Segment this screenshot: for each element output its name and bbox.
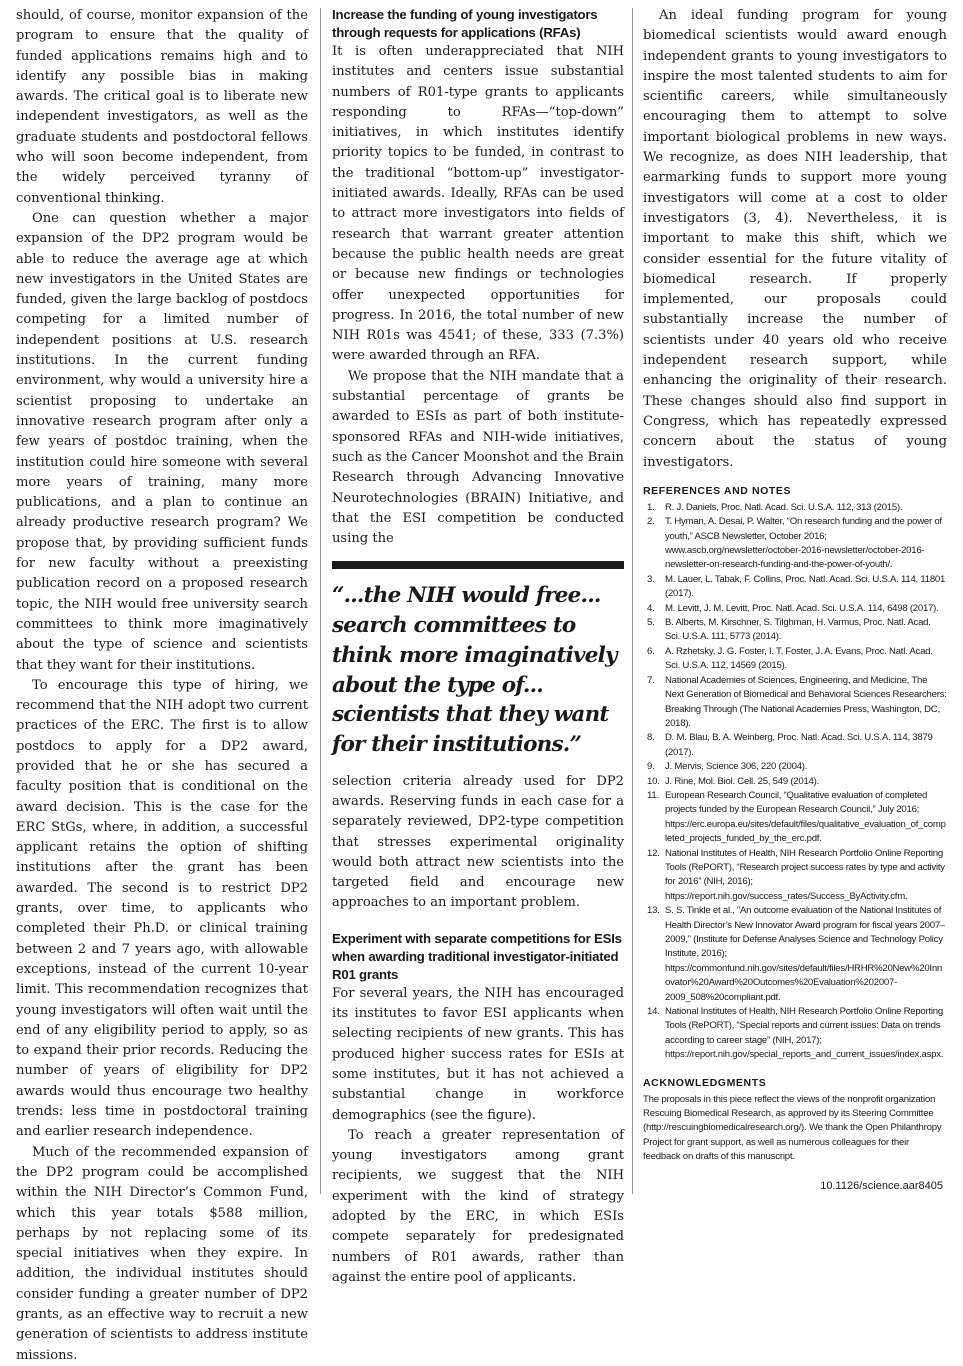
body-paragraph: An ideal funding program for young biomedical scientists would award enough independent grants to young investigators to inspire the most talented students to aim for scientific careers, while simultaneously encouraging them to attempt to solve important biological problems in new ways. We recognize, as does NIH leadership, that earmarking funds to support more young investigators will come at a cost to older investigators (3, 4). Nevertheless, it is important to make this shift, which we consider essential for the future vitality of biomedical research. If properly implemented, our proposals could substantially increase the number of scientists under 40 years old who receive independent research support, while enhancing the originality of their research. These changes should also find support in Congress, which has repeatedly expressed concern about the status of young investigators. [643,8,947,470]
reference-text: M. Levitt, J. M. Levitt, Proc. Natl. Acad. Sci. U.S.A. 114, 6498 (2017). [665,602,939,614]
reference-number: 10. [647,775,660,787]
column-1 [16,6,308,1366]
reference-number: 14. [647,1006,660,1018]
pull-quote-box [332,561,624,759]
body-paragraph: We propose that the NIH mandate that a substantial percentage of grants be awarded to ESIs as part of both institute-sponsored RFAs and NIH-wide initiatives, such as the Cancer Moonshot and the Brain Research through Advancing Innovative Neurotechnologies (BRAIN) Initiative, and that the ESI competition be conducted using the [332,368,624,547]
body-paragraph: It is often underappreciated that NIH institutes and centers issue substantial numbers of R01-type grants to applicants responding to RFAs—“top-down” initiatives, in which institutes identify priority topics to be funded, in contrast to the traditional “bottom-up” investigator-initiated awards. Ideally, RFAs can be used to attract more investigators into fields of research that warrant greater attention because the public health needs are great or because new findings or technologies offer unexpected opportunities for progress. In 2016, the total number of new NIH R01s was 4541; of these, 333 (7.3%) were awarded through an RFA. [332,44,624,364]
doi-label: 10.1126/science.aar8405 [820,1180,943,1192]
reference-number: 7. [647,674,655,686]
reference-item [643,515,947,573]
reference-number: 11. [647,789,659,801]
reference-text: D. M. Blau, B. A. Weinberg, Proc. Natl. Acad. Sci. U.S.A. 114, 3879 (2017). [665,732,933,758]
column-rule-left [320,8,321,1194]
reference-text: European Research Council, “Qualitative evaluation of completed projects funded by the European Research Council,” July 2016; https://erc.europa.eu/sites/default/files/qualitative_evaluation_of_completed_projects_funded_by_the_erc.pdf. [665,789,946,845]
reference-item [643,904,947,1005]
body-paragraph: To reach a greater representation of young investigators among grant recipients, we suggest that the NIH experiment with the kind of strategy adopted by the ERC, in which ESIs compete separately for predesignated numbers of R01 awards, rather than against the entire pool of applicants. [332,1127,624,1285]
section-heading-rfa: Increase the funding of young investigators through requests for applications (RFAs) [332,7,598,40]
reference-item [643,573,947,602]
reference-number: 3. [647,573,655,585]
column-3 [643,6,947,1165]
pull-quote-bar [332,561,624,569]
reference-item [643,789,947,847]
reference-text: R. J. Daniels, Proc. Natl. Acad. Sci. U.S.A. 112, 313 (2015). [665,501,903,513]
acknowledgments-text: The proposals in this piece reflect the views of the nonprofit organization Rescuing Biomedical Research, as approved by its Steering Committee (http://rescuingbiomedicalresearch.org/). We thank the Open Philanthropy Project for grant support, as well as numerous colleagues for their feedback on drafts of this manuscript. [643,1093,942,1163]
reference-item [643,775,947,789]
reference-text: J. Mervis, Science 306, 220 (2004). [665,761,808,773]
column-2 [332,6,624,1288]
references-list [643,501,947,1063]
reference-number: 9. [647,761,655,773]
references-heading: REFERENCES AND NOTES [643,484,792,497]
reference-number: 5. [647,617,655,629]
reference-text: J. Rine, Mol. Biol. Cell. 25, 549 (2014). [665,775,819,787]
body-paragraph: For several years, the NIH has encouraged its institutes to favor ESI applicants when selecting recipients of new grants. This has produced higher success rates for ESIs at some institutes, but it has not achieved a substantial change in workforce demographics (see the figure). [332,985,624,1123]
reference-item [643,674,947,732]
reference-text: T. Hyman, A. Desai, P. Walter, “On research funding and the power of youth,” ASCB Newsletter, October 2016; www.ascb.org/newsletter/october-2016-newsletter/october-2016-newsletter-on-research-funding-and-the-power-of-youth/. [665,516,942,571]
reference-number: 1. [647,501,655,513]
body-paragraph: Much of the recommended expansion of the DP2 program could be accomplished within the NIH Director’s Common Fund, which this year totals $588 million, perhaps by not replacing some of its special initiatives when they expire. In addition, the individual institutes should consider funding a greater number of DP2 grants, as an effective way to recruit a new generation of scientists to address institute missions. [16,1144,308,1363]
reference-text: A. Rzhetsky, J. G. Foster, I. T. Foster, J. A. Evans, Proc. Natl. Acad. Sci. U.S.A. 112, 14569 (2015). [665,645,933,672]
acknowledgments-heading: ACKNOWLEDGMENTS [643,1076,767,1089]
reference-item [643,1005,947,1063]
reference-item [643,645,947,674]
section-heading-esi: Experiment with separate competitions for ESIs when awarding traditional investigator-initiated R01 grants [332,930,622,982]
reference-item [643,731,947,760]
pull-quote: “...the NIH would free... search committees to think more imaginatively about the type of... scientists that they want for their institutions.” [332,583,617,757]
reference-item [643,847,947,905]
reference-text: National Institutes of Health, NIH Research Portfolio Online Reporting Tools (RePORT), “Research project success rates by type and activity for 2016” (NIH, 2016); https://report.nih.gov/success_rates/Success_ByActivity.cfm. [665,847,945,902]
reference-number: 2. [647,516,655,528]
reference-text: National Academies of Sciences, Engineering, and Medicine, The Next Generation of Biomedical and Behavioral Sciences Researchers: Breaking Through (The National Academies Press, Washington, DC, 2018). [665,674,947,729]
reference-item [643,616,947,645]
body-paragraph: selection criteria already used for DP2 awards. Reserving funds in each case for a separately reviewed, DP2-type competition that stresses experimental originality would both attract new scientists into the targeted field and encourage new approaches to an important problem. [332,773,624,911]
reference-number: 4. [647,602,655,614]
reference-text: M. Lauer, L. Tabak, F. Collins, Proc. Natl. Acad. Sci. U.S.A. 114, 11801 (2017). [665,573,946,600]
reference-number: 13. [647,905,660,917]
body-paragraph: should, of course, monitor expansion of the program to ensure that the quality of funded applications remains high and to identify any possible bias in making awards. The critical goal is to liberate new independent investigators, as well as the graduate students and postdoctoral fellows who will soon become independent, from the widely perceived tyranny of conventional thinking. [16,8,308,206]
reference-text: B. Alberts, M. Kirschner, S. Tilghman, H. Varmus, Proc. Natl. Acad. Sci. U.S.A. 111, 5773 (2014). [665,617,931,643]
reference-number: 6. [647,645,655,657]
reference-item [643,760,947,774]
reference-item [643,602,947,616]
reference-text: National Institutes of Health, NIH Research Portfolio Online Reporting Tools (RePORT), “Special reports and current issues: Data on trends according to career stage” (NIH, 2017); https://report.nih.gov/special_reports_and_current_issues/index.aspx. [665,1006,944,1061]
reference-number: 8. [647,732,655,744]
reference-item [643,501,947,515]
column-rule-right [632,8,633,1194]
reference-text: S. S. Tinkle et al., “An outcome evaluation of the National Institutes of Health Director’s New Innovator Award program for fiscal years 2007–2009,” (Institute for Defense Analyses Science and Technology Policy Institute, 2016); https://commonfund.nih.gov/sites/default/files/HRHR%20New%20Innovator%20Award%20Outcomes%20Evaluation%202007-2009_508%20compliant.pdf. [665,905,946,1003]
reference-number: 12. [647,847,660,859]
body-paragraph: One can question whether a major expansion of the DP2 program would be able to reduce the average age at which new investigators in the United States are funded, given the large backlog of postdocs competing for a limited number of independent positions at U.S. research institutions. In the current funding environment, why would a university hire a scientist proposing to undertake an innovative research program after only a few years of postdoc training, when the institution could hire someone with several more years of training, many more publications, and a plan to continue an already productive research program? We propose that, by providing sufficient funds for new faculty without a preexisting publication record on a proposed research topic, the NIH would free university search committees to think more imaginatively about the type of science and scientists that they want for their institutions. [16,210,308,673]
body-paragraph: To encourage this type of hiring, we recommend that the NIH adopt two current practices of the ERC. The first is to allow postdocs to apply for a DP2 award, provided that he or she has secured a faculty position that is conditional on the award decision. This is the case for the ERC StGs, where, in addition, a successful applicant retains the option of shifting institutions after the grant has been awarded. The second is to restrict DP2 grants, over time, to applicants who completed their Ph.D. or clinical training between 2 and 7 years ago, with allowable exceptions, instead of the current 10-year limit. This recommendation recognizes that young investigators will often wait until the end of any eligibility period to apply, so as to expand their prior records. Reducing the number of years of eligibility for DP2 awards would thus encourage two healthy trends: less time in postdoctoral training and earlier research independence. [16,677,308,1140]
